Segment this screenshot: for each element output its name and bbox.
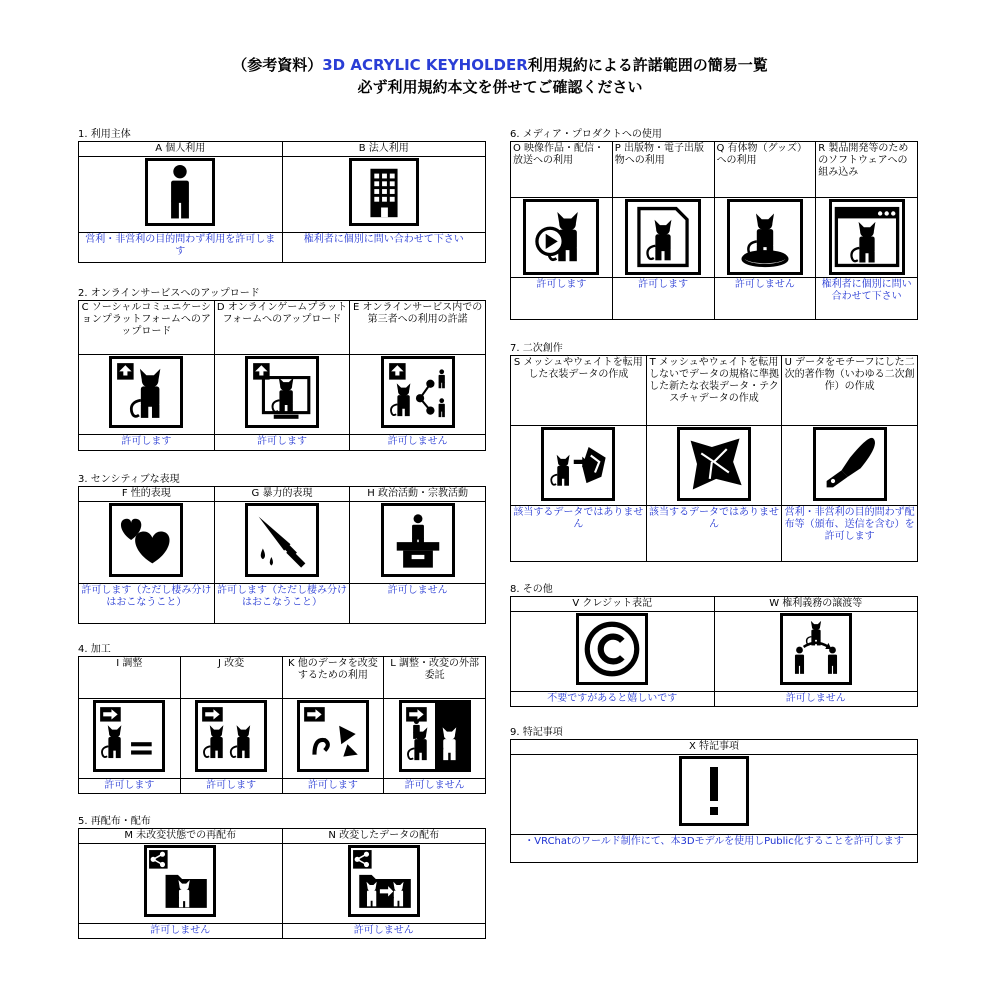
item-label-j: J 改変 (180, 657, 282, 699)
knife-icon (245, 503, 319, 577)
item-status-t: 該当するデータではありません (646, 506, 782, 562)
item-status-c: 許可します (79, 435, 215, 451)
section-heading: 2. オンラインサービスへのアップロード (78, 288, 260, 299)
item-label-a: A 個人利用 (79, 142, 283, 157)
item-icon-cell (214, 502, 350, 584)
page-title (0, 54, 1000, 98)
person-icon (145, 158, 215, 226)
item-label-p: P 出版物・電子出版物への利用 (612, 142, 714, 198)
section-sensitive-expression (78, 473, 486, 624)
section-media-product (510, 128, 918, 320)
title-suffix: 利用規約による許諾範囲の簡易一覧 (527, 56, 768, 74)
item-icon-cell (511, 198, 613, 278)
item-icon-cell (282, 699, 384, 779)
share-folder-icon (144, 845, 216, 917)
item-icon-cell (384, 699, 486, 779)
item-icon-cell (79, 502, 215, 584)
title-prefix: （参考資料） (232, 56, 323, 74)
transfer-icon (780, 613, 852, 685)
item-status-n: 許可しません (282, 924, 486, 939)
section-special-notes (510, 726, 918, 863)
section-heading: 4. 加工 (78, 644, 111, 655)
item-status-v: 不要ですがあると嬉しいです (511, 692, 715, 707)
item-status-o: 許可します (511, 278, 613, 320)
section-online-upload (78, 287, 486, 451)
item-status-g: 許可します（ただし棲み分けはおこなうこと） (214, 584, 350, 624)
item-label-q: Q 有体物（グッズ）への利用 (714, 142, 816, 198)
section-table (510, 596, 918, 707)
hearts-icon (109, 503, 183, 577)
item-icon-cell (214, 355, 350, 435)
section-table (78, 486, 486, 624)
item-status-a: 営利・非営利の目的問わず利用を許可します (79, 233, 283, 263)
item-status-d: 許可します (214, 435, 350, 451)
item-label-k: K 他のデータを改変するための利用 (282, 657, 384, 699)
cat-equal-icon (93, 700, 165, 772)
item-icon-cell (511, 612, 715, 692)
item-icon-cell (646, 426, 782, 506)
section-heading: 9. 特記事項 (510, 727, 563, 738)
section-processing (78, 643, 486, 794)
title-line-2: 必ず利用規約本文を併せてご確認ください (357, 78, 643, 96)
cat-share-upload-icon (381, 356, 455, 428)
item-icon-cell (350, 355, 486, 435)
item-icon-cell (714, 612, 918, 692)
item-label-e: E オンラインサービス内での第三者への利用の許諾 (350, 301, 486, 355)
section-heading: 7. 二次創作 (510, 343, 563, 354)
item-status-f: 許可します（ただし棲み分けはおこなうこと） (79, 584, 215, 624)
title-product-name: 3D ACRYLIC KEYHOLDER (322, 56, 528, 74)
item-status-i: 許可します (79, 779, 181, 794)
item-status-m: 許可しません (79, 924, 283, 939)
item-label-s: S メッシュやウェイトを転用した衣装データの作成 (511, 356, 647, 426)
item-status-b: 権利者に個別に問い合わせて下さい (282, 233, 486, 263)
section-heading: 8. その他 (510, 584, 553, 595)
item-status-q: 許可しません (714, 278, 816, 320)
item-status-r: 権利者に個別に問い合わせて下さい (816, 278, 918, 320)
section-table (510, 141, 918, 320)
item-icon-cell (282, 844, 486, 924)
item-icon-cell (79, 699, 181, 779)
item-status-p: 許可します (612, 278, 714, 320)
item-label-t: T メッシュやウェイトを転用しないでデータの規格に準拠した新たな衣装データ・テクスチャデータの作成 (646, 356, 782, 426)
podium-icon (381, 503, 455, 577)
section-derivative-works (510, 342, 918, 562)
item-label-l: L 調整・改変の外部委託 (384, 657, 486, 699)
section-table (78, 828, 486, 939)
cat-video-icon (523, 199, 599, 275)
section-usage-subject (78, 128, 486, 263)
item-label-v: V クレジット表記 (511, 597, 715, 612)
item-status-k: 許可します (282, 779, 384, 794)
item-label-b: B 法人利用 (282, 142, 486, 157)
section-heading: 3. センシティブな表現 (78, 474, 180, 485)
title-line-1 (0, 54, 1000, 76)
item-icon-cell (79, 844, 283, 924)
item-label-u: U データをモチーフにした二次的著作物（いわゆる二次創作）の作成 (782, 356, 918, 426)
item-icon-cell (282, 157, 486, 233)
item-status-u: 営利・非営利の目的問わず配布等（頒布、送信を含む）を許可します (782, 506, 918, 562)
section-heading: 6. メディア・プロダクトへの使用 (510, 129, 662, 140)
item-label-g: G 暴力的表現 (214, 487, 350, 502)
item-icon-cell (816, 198, 918, 278)
item-label-n: N 改変したデータの配布 (282, 829, 486, 844)
item-label-x: X 特記事項 (511, 740, 918, 755)
cat-costume-icon (541, 427, 615, 501)
exclamation-icon (679, 756, 749, 826)
item-label-i: I 調整 (79, 657, 181, 699)
cat-window-icon (829, 199, 905, 275)
item-label-h: H 政治活動・宗教活動 (350, 487, 486, 502)
item-label-o: O 映像作品・配信・放送への利用 (511, 142, 613, 198)
item-icon-cell (79, 355, 215, 435)
item-status-w: 許可しません (714, 692, 918, 707)
building-icon (349, 158, 419, 226)
section-heading: 5. 再配布・配布 (78, 816, 151, 827)
section-table (510, 739, 918, 863)
item-icon-cell (612, 198, 714, 278)
costume-icon (677, 427, 751, 501)
item-status-x: ・VRChatのワールド制作にて、本3Dモデルを使用しPublic化することを許可します (511, 835, 918, 863)
section-redistribution (78, 815, 486, 939)
section-other (510, 583, 918, 707)
item-status-j: 許可します (180, 779, 282, 794)
item-label-m: M 未改変状態での再配布 (79, 829, 283, 844)
item-label-r: R 製品開発等のためのソフトウェアへの組み込み (816, 142, 918, 198)
cat-modify-icon (195, 700, 267, 772)
item-status-h: 許可しません (350, 584, 486, 624)
item-icon-cell (782, 426, 918, 506)
pen-icon (813, 427, 887, 501)
cat-figure-icon (727, 199, 803, 275)
section-table (510, 355, 918, 562)
section-table (78, 656, 486, 794)
item-status-l: 許可しません (384, 779, 486, 794)
cat-monitor-upload-icon (245, 356, 319, 428)
item-status-e: 許可しません (350, 435, 486, 451)
item-status-s: 該当するデータではありません (511, 506, 647, 562)
section-heading: 1. 利用主体 (78, 129, 131, 140)
item-icon-cell (511, 755, 918, 835)
item-icon-cell (79, 157, 283, 233)
section-table (78, 300, 486, 451)
section-table (78, 141, 486, 263)
cat-outsource-icon (399, 700, 471, 772)
cat-upload-icon (109, 356, 183, 428)
item-icon-cell (350, 502, 486, 584)
item-label-d: D オンラインゲームプラットフォームへのアップロード (214, 301, 350, 355)
cat-parts-icon (297, 700, 369, 772)
item-icon-cell (511, 426, 647, 506)
cat-book-icon (625, 199, 701, 275)
item-icon-cell (714, 198, 816, 278)
share-modified-icon (348, 845, 420, 917)
item-label-w: W 権利義務の譲渡等 (714, 597, 918, 612)
item-icon-cell (180, 699, 282, 779)
item-label-c: C ソーシャルコミュニケーションプラットフォームへのアップロード (79, 301, 215, 355)
item-label-f: F 性的表現 (79, 487, 215, 502)
copyright-icon (576, 613, 648, 685)
